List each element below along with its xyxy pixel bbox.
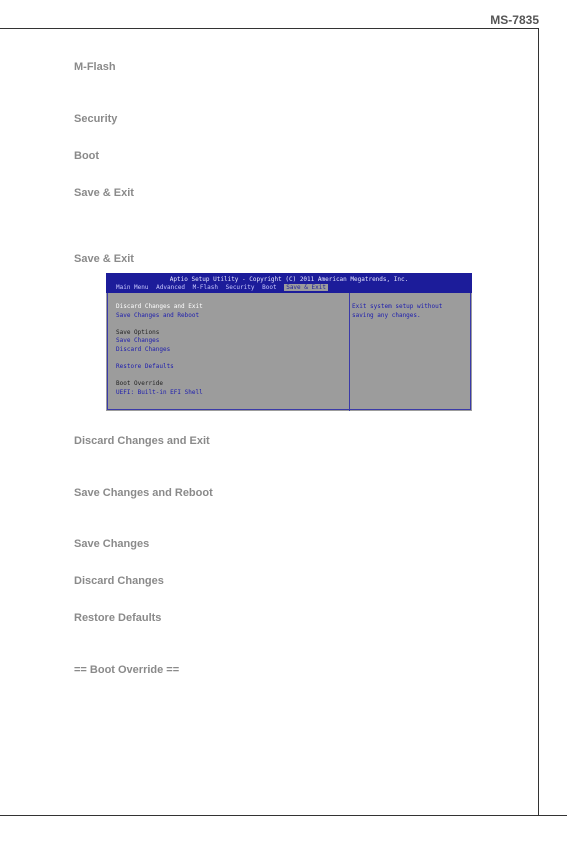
heading-save-changes: Save Changes [74, 538, 150, 550]
bios-tab-main-menu[interactable]: Main Menu [116, 284, 149, 291]
bios-label-save-options: Save Options [116, 328, 160, 336]
bottom-rule [0, 815, 567, 816]
heading-discard-exit: Discard Changes and Exit [74, 435, 210, 447]
heading-boot-override: == Boot Override == [74, 664, 180, 676]
bios-spacer [116, 355, 203, 364]
bios-item-discard-exit[interactable]: Discard Changes and Exit [116, 303, 203, 310]
bios-tab-save-exit[interactable]: Save & Exit [286, 284, 326, 291]
bios-tab-boot[interactable]: Boot [262, 284, 277, 291]
heading-save-reboot: Save Changes and Reboot [74, 487, 213, 499]
bios-divider [349, 293, 350, 411]
bios-item-restore-defaults[interactable]: Restore Defaults [116, 363, 174, 371]
bios-help-text [352, 303, 467, 320]
bios-title: Aptio Setup Utility - Copyright (C) 2011 American Megatrends, Inc. [169, 276, 409, 283]
bios-item-save-reboot[interactable]: Save Changes and Reboot [116, 311, 200, 319]
heading-restore-defaults: Restore Defaults [74, 612, 162, 624]
bios-spacer [116, 320, 203, 329]
heading-security: Security [74, 113, 118, 125]
bios-tab-security[interactable]: Security [225, 284, 255, 291]
bios-header [106, 273, 472, 293]
heading-mflash: M-Flash [74, 61, 116, 73]
bios-tab-bar [116, 284, 332, 293]
model-number: MS-7835 [490, 13, 539, 27]
bios-help-line: Exit system setup without [352, 303, 443, 310]
heading-discard-changes: Discard Changes [74, 575, 164, 587]
bios-item-save-changes[interactable]: Save Changes [116, 337, 160, 345]
bios-item-discard-changes[interactable]: Discard Changes [116, 345, 171, 353]
top-rule [0, 28, 538, 29]
bios-label-boot-override: Boot Override [116, 380, 163, 388]
heading-boot: Boot [74, 150, 100, 162]
bios-spacer [116, 372, 203, 381]
right-rule [538, 28, 539, 816]
bios-tab-mflash[interactable]: M-Flash [192, 284, 218, 291]
bios-screenshot [106, 273, 472, 411]
heading-save-exit: Save & Exit [74, 187, 134, 199]
heading-save-exit-menu: Save & Exit [74, 253, 134, 265]
bios-help-line: saving any changes. [352, 311, 421, 319]
bios-item-efi-shell[interactable]: UEFI: Built-in EFI Shell [116, 388, 203, 396]
bios-menu [116, 303, 203, 398]
bios-tab-advanced[interactable]: Advanced [156, 284, 186, 291]
